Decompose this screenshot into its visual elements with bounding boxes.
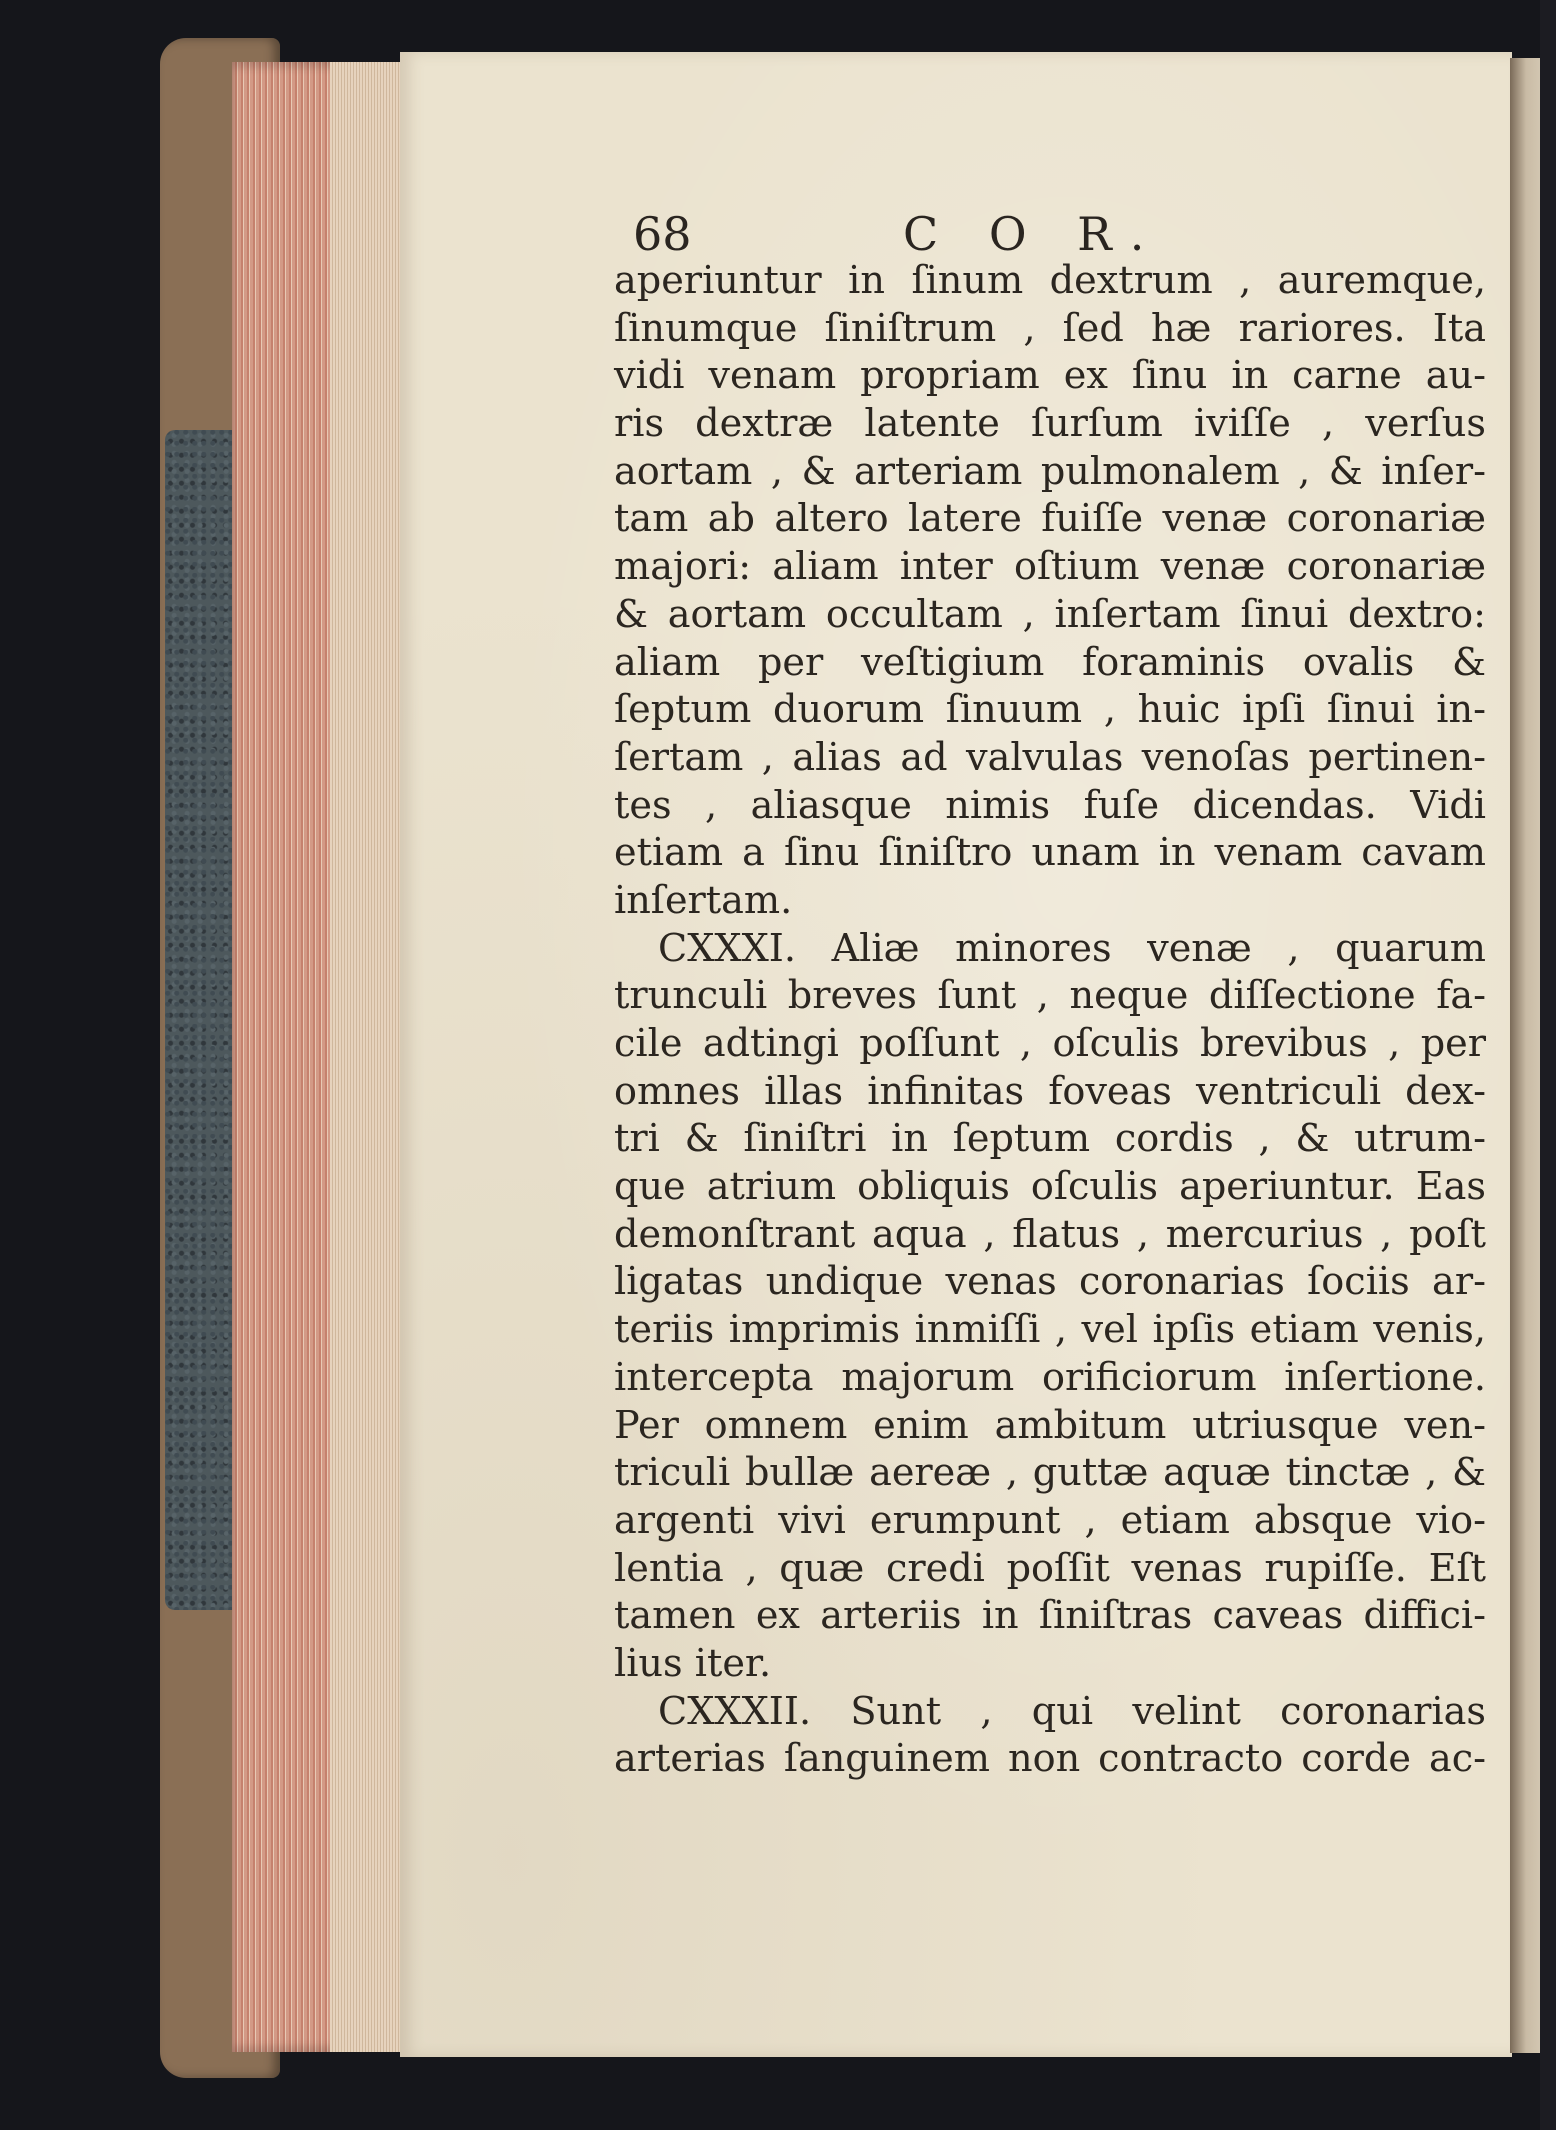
text-line: ſeptum duorum ſinuum , huic ipſi ſinui in-: [614, 688, 1486, 733]
text-line: tamen ex arteriis in ſiniſtras caveas diffici-: [614, 1594, 1486, 1639]
text-line: ſinumque ſiniſtrum , ſed hæ rariores. Ita: [614, 306, 1486, 351]
text-line: tri & ſiniſtri in ſeptum cordis , & utrum-: [614, 1117, 1486, 1162]
text-line: aortam , & arteriam pulmonalem , & inſer-: [614, 449, 1486, 494]
text-line: arterias ſanguinem non contracto corde ac-: [614, 1737, 1486, 1782]
section-heading-line: CXXXI. Aliæ minores venæ , quarum: [658, 926, 1486, 971]
background-edge: [1540, 0, 1556, 2130]
text-line: aliam per veſtigium foraminis ovalis &: [614, 640, 1486, 685]
text-line: demonſtrant aqua , flatus , mercurius , poſt: [614, 1212, 1486, 1257]
marbled-cover-paper: [165, 430, 235, 1610]
text-line: lius iter.: [614, 1641, 772, 1686]
text-line: intercepta majorum orificiorum inſertione.: [614, 1355, 1486, 1400]
running-title: C O R.: [903, 207, 1163, 261]
text-line: aperiuntur in ſinum dextrum , auremque,: [614, 259, 1486, 303]
text-line: Per omnem enim ambitum utriusque ven-: [614, 1403, 1486, 1448]
text-line: trunculi breves ſunt , neque diſſectione fa-: [614, 974, 1486, 1019]
section-heading-line: CXXXII. Sunt , qui velint coronarias: [658, 1689, 1486, 1734]
page-number: 68: [633, 207, 692, 261]
body-text: [614, 258, 1486, 1784]
text-line: & aortam occultam , inſertam ſinui dextro:: [614, 592, 1486, 637]
text-line: triculi bullæ aereæ , guttæ aquæ tinctæ , &: [614, 1451, 1486, 1496]
text-line: ſertam , alias ad valvulas venoſas pertinen-: [614, 735, 1486, 780]
text-line: inſertam.: [614, 878, 793, 923]
text-line: ligatas undique venas coronarias ſociis ar-: [614, 1260, 1486, 1305]
text-line: teriis imprimis inmiſſi , vel ipſis etiam venis,: [614, 1308, 1486, 1353]
text-line: etiam a ſinu ſiniſtro unam in venam cavam: [614, 831, 1486, 876]
text-line: argenti vivi erumpunt , etiam absque vio-: [614, 1498, 1486, 1543]
page-edges-inner: [330, 62, 404, 2052]
text-line: cile adtingi poſſunt , oſculis brevibus , per: [614, 1022, 1486, 1066]
text-line: que atrium obliquis oſculis aperiuntur. Eas: [614, 1165, 1486, 1210]
text-line: tam ab altero latere fuiſſe venæ coronariæ: [614, 497, 1486, 542]
text-line: tes , aliasque nimis fuſe dicendas. Vidi: [614, 783, 1486, 828]
text-line: vidi venam propriam ex ſinu in carne au-: [614, 354, 1486, 399]
text-line: omnes illas infinitas foveas ventriculi dex-: [614, 1069, 1486, 1114]
text-line: majori: aliam inter oſtium venæ coronariæ: [614, 545, 1486, 590]
text-line: ris dextræ latente ſurſum iviſſe , verſus: [614, 402, 1486, 447]
text-line: lentia , quæ credi poſſit venas rupiſſe. Eſt: [614, 1546, 1486, 1591]
